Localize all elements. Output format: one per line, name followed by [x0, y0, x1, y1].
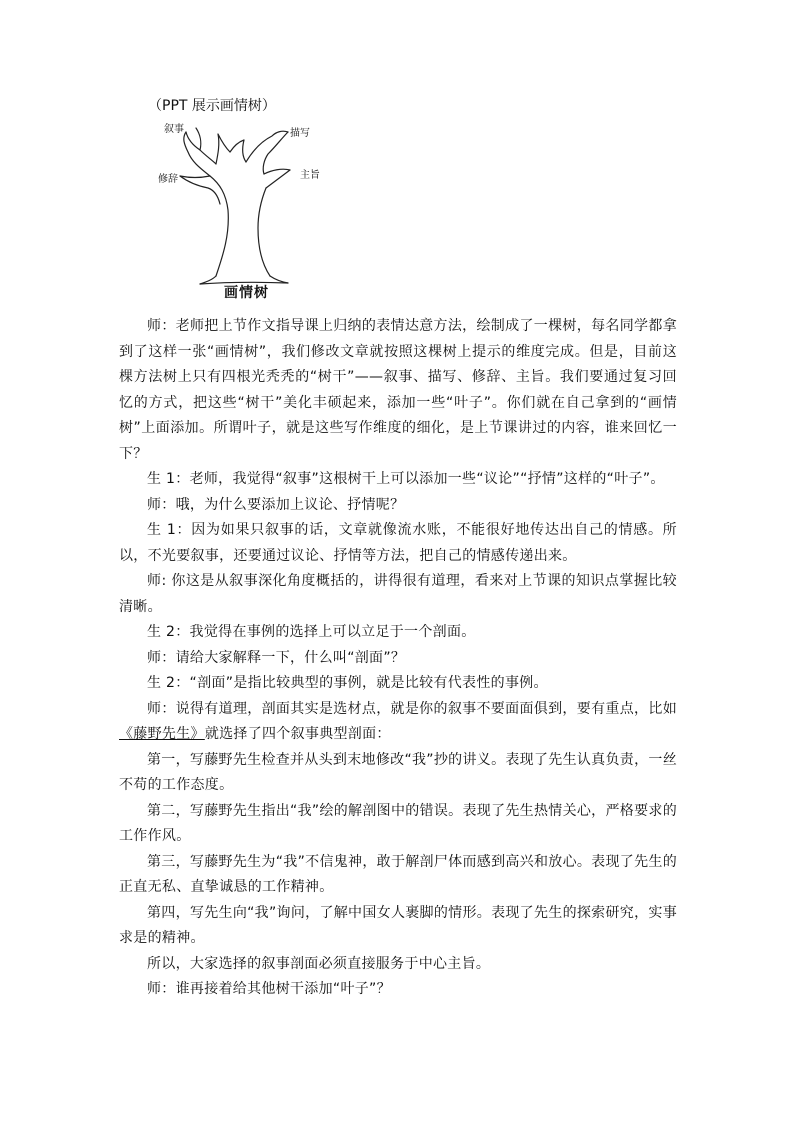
paragraph: 生 2：“剖面”是指比较典型的事例，就是比较有代表性的事例。 [147, 675, 548, 691]
paragraph: 师: 你这是从叙事深化角度概括的，讲得很有道理，看来对上节课的知识点掌握比较清晰。 [119, 573, 677, 615]
painting-emotion-tree-figure [150, 118, 330, 308]
paragraph-text: 师：说得有道理，剖面其实是选材点，就是你的叙事不要面面俱到，要有重点，比如 [147, 700, 677, 717]
book-title-reference: 《藤野先生》 [119, 726, 205, 742]
paragraph: 第四，写先生向“我”询问，了解中国女人裹脚的情形。表现了先生的探索研究，实事求是的精神。 [119, 904, 677, 946]
tree-title: 画情树 [224, 285, 269, 301]
paragraph-with-book-reference [119, 697, 677, 748]
paragraph: 生 2：我觉得在事例的选择上可以立足于一个剖面。 [147, 624, 476, 640]
paragraph: 生 1：老师，我觉得“叙事”这根树干上可以添加一些“议论”“抒情”这样的“叶子”。 [147, 471, 665, 487]
paragraph: 师：老师把上节作文指导课上归纳的表情达意方法，绘制成了一棵树，每名同学都拿到了这样一张“画情树”，我们修改文章就按照这棵树上提示的维度完成。但是，目前这棵方法树上只有四根光秃秃的“树干”——叙事、描写、修辞、主旨。我们要通过复习回忆的方式，把这些“树干”美化丰硕起来，添加一些“叶子”。你们就在自己拿到的“画情树”上面添加。所谓叶子，就是这些写作维度的细化，是上节课讲过的内容，谁来回忆一下？ [119, 318, 677, 462]
paragraph-text: 就选择了四个叙事典型剖面： [204, 726, 391, 742]
branch-label-description: 描写 [290, 128, 310, 139]
figure-caption: （PPT 展示画情树） [148, 98, 276, 114]
paragraph: 第二，写藤野先生指出“我”绘的解剖图中的错误。表现了先生热情关心，严格要求的工作作风。 [119, 802, 677, 844]
tree-drawing [150, 118, 330, 298]
paragraph: 所以，大家选择的叙事剖面必须直接服务于中心主旨。 [147, 955, 491, 972]
branch-label-theme: 主旨 [300, 170, 320, 181]
paragraph: 师：请给大家解释一下，什么叫“剖面”？ [147, 649, 406, 666]
lesson-transcript [119, 314, 677, 1003]
branch-label-narration: 叙事 [164, 124, 184, 135]
paragraph: 生 1：因为如果只叙事的话，文章就像流水账，不能很好地传达出自己的情感。所以，不光要叙事，还要通过议论、抒情等方法，把自己的情感传递出来。 [119, 522, 677, 564]
paragraph: 第一，写藤野先生检查并从头到末地修改“我”抄的讲义。表现了先生认真负责，一丝不苟的工作态度。 [119, 751, 677, 793]
branch-label-rhetoric: 修辞 [158, 174, 178, 185]
paragraph: 第三，写藤野先生为“我”不信鬼神，敢于解剖尸体而感到高兴和放心。表现了先生的正直无私、直挚诚恳的工作精神。 [119, 853, 677, 895]
paragraph: 师：哦，为什么要添加上议论、抒情呢？ [147, 496, 405, 513]
paragraph: 师：谁再接着给其他树干添加“叶子”？ [147, 981, 391, 997]
